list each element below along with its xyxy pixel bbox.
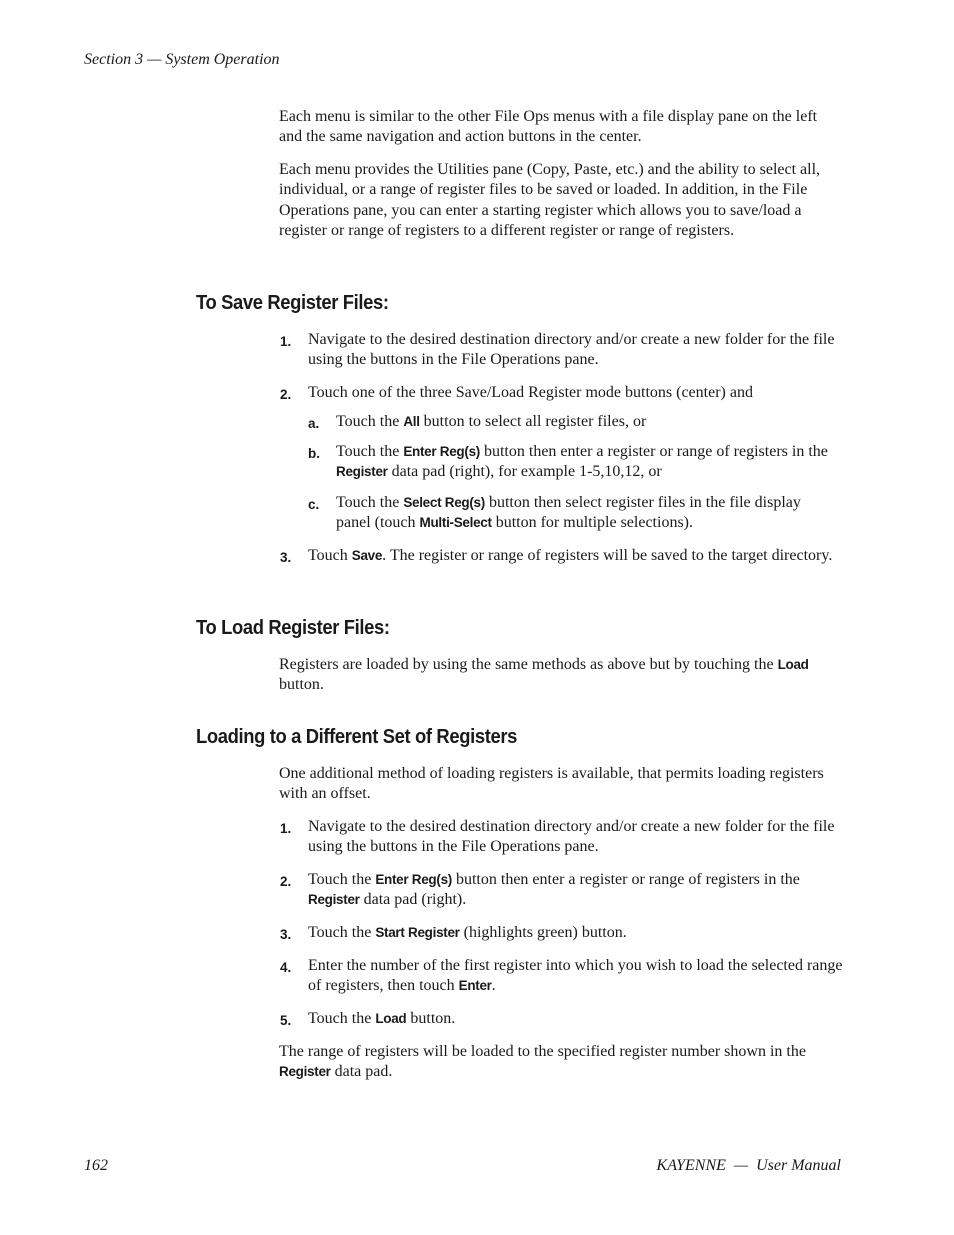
step-number: 3. [280, 927, 292, 942]
running-head: Section 3 — System Operation [84, 51, 280, 68]
text: Touch the [336, 413, 404, 430]
step-number: 1. [280, 334, 292, 349]
enter-button-label: Enter [458, 978, 492, 994]
text: data pad (right), for example 1-5,10,12, or [387, 463, 662, 481]
step-text: Navigate to the desired destination directory and/or create a new folder for the file using the buttons in the File Operations pane. [308, 818, 835, 856]
text: data pad. [330, 1063, 393, 1081]
text: (highlights green) button. [459, 924, 627, 941]
substep-letter: b. [308, 446, 320, 461]
step-number: 1. [280, 821, 292, 836]
manual-title: KAYENNE — User Manual [656, 1157, 841, 1174]
text: . The register or range of registers will be saved to the target directory. [382, 547, 833, 564]
step-number: 3. [280, 550, 292, 565]
save-heading: To Save Register Files: [196, 292, 389, 314]
text: button then enter a register or range of registers in the [479, 443, 828, 460]
text: The range of registers will be loaded to the specified register number shown in the [279, 1043, 806, 1060]
text: Touch the [308, 1010, 376, 1027]
load-button-label: Load [777, 657, 809, 672]
offset-intro: One additional method of loading registers is available, that permits loading registers with an offset. [279, 765, 824, 803]
text: Touch the [308, 871, 376, 888]
step-text [308, 870, 843, 911]
text: button for multiple selections). [491, 514, 693, 532]
enter-regs-button-label: Enter Reg(s) [375, 872, 452, 887]
text: button to select all register files, or [419, 413, 647, 430]
text: Touch the [336, 494, 404, 511]
text: Touch the [308, 924, 376, 941]
load-heading: To Load Register Files: [196, 617, 390, 639]
text: Touch [308, 547, 352, 564]
step-number: 4. [280, 960, 292, 975]
multi-select-button-label: Multi-Select [419, 515, 492, 531]
enter-regs-button-label: Enter Reg(s) [403, 444, 480, 459]
step-number: 2. [280, 874, 292, 889]
step-number: 5. [280, 1013, 292, 1028]
register-button-label: Register [308, 892, 360, 908]
substep-letter: a. [308, 416, 320, 431]
start-register-button-label: Start Register [375, 925, 460, 940]
step-text [308, 923, 843, 943]
text: button then select register files in the file display panel (touch [336, 494, 801, 532]
substep-text [336, 442, 836, 483]
load-paragraph [279, 655, 841, 696]
step-number: 2. [280, 387, 292, 402]
register-button-label: Register [336, 464, 388, 480]
step-text [308, 1009, 843, 1029]
select-regs-button-label: Select Reg(s) [403, 495, 485, 510]
step-text [308, 956, 843, 997]
offset-closing [279, 1042, 841, 1083]
text: Enter the number of the first register into which you wish to load the selected range of registers, then touch [308, 957, 843, 995]
text: data pad (right). [359, 891, 467, 909]
all-button-label: All [403, 414, 420, 429]
offset-heading: Loading to a Different Set of Registers [196, 726, 517, 748]
save-button-label: Save [351, 548, 383, 563]
text: button. [406, 1010, 456, 1027]
register-button-label: Register [279, 1064, 331, 1080]
substep-letter: c. [308, 497, 320, 512]
text: Touch the [336, 443, 404, 460]
page-number: 162 [84, 1157, 108, 1174]
intro-paragraph-1: Each menu is similar to the other File Ops menus with a file display pane on the left and the same navigation and action buttons in the center. [279, 108, 818, 146]
text: button then enter a register or range of registers in the [451, 871, 800, 888]
text: Registers are loaded by using the same methods as above but by touching the [279, 656, 778, 673]
load-button-label: Load [375, 1011, 407, 1026]
step-text [308, 546, 843, 566]
substep-text [336, 412, 836, 432]
substep-text [336, 493, 836, 534]
text: . [491, 977, 496, 995]
step-text: Touch one of the three Save/Load Register mode buttons (center) and [308, 384, 753, 401]
step-text: Navigate to the desired destination directory and/or create a new folder for the file using the buttons in the File Operations pane. [308, 331, 835, 369]
intro-paragraph-2: Each menu provides the Utilities pane (Copy, Paste, etc.) and the ability to select all, individual, or a range of register files to be saved or loaded. In addition, in the File Operations pane, you can enter a starting register which allows you to save/load a register or range of registers to a different register or range of registers. [279, 161, 821, 240]
text: button. [279, 676, 324, 694]
